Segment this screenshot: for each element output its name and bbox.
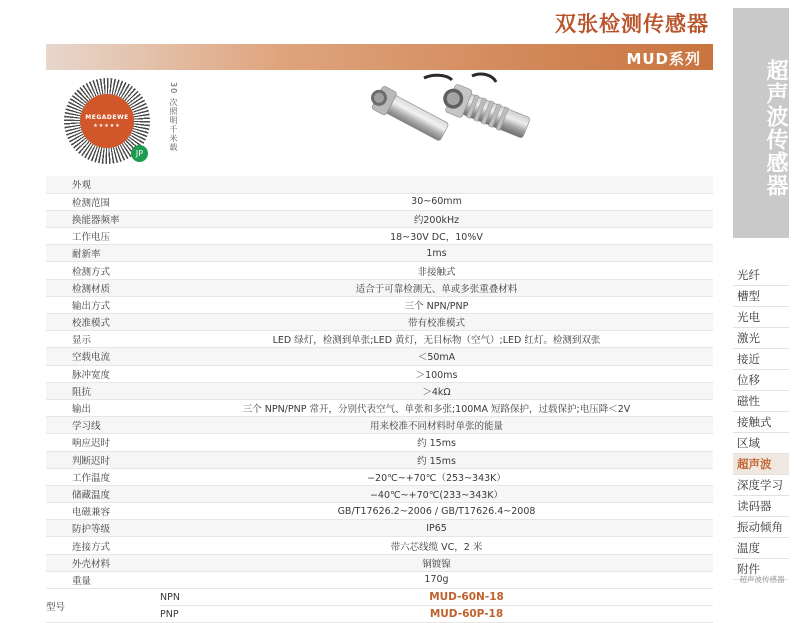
spec-value: GB/T17626.2~2006 / GB/T17626.4~2008	[160, 503, 713, 520]
spec-label: 输出	[46, 399, 160, 416]
spec-value	[160, 176, 713, 193]
spec-value: 三个 NPN/PNP 常开，分别代表空气、单张和多张;100MA 短路保护，过载保护;电压降＜2V	[160, 399, 713, 416]
spec-label: 检测材质	[46, 279, 160, 296]
spec-label: 响应迟时	[46, 434, 160, 451]
spec-label: 校准模式	[46, 314, 160, 331]
sidebar-item-11[interactable]: 读码器	[733, 496, 789, 517]
spec-value: −20℃~+70℃（253~343K）	[160, 468, 713, 485]
table-row	[46, 537, 713, 554]
model-row	[46, 589, 713, 606]
table-row	[46, 193, 713, 210]
badge-brand: MEGADEWE	[85, 113, 129, 121]
spec-value: 170g	[160, 571, 713, 588]
spec-label: 耐新率	[46, 245, 160, 262]
sidebar-item-13[interactable]: 温度	[733, 538, 789, 559]
table-row	[46, 314, 713, 331]
sidebar-item-10[interactable]: 深度学习	[733, 475, 789, 496]
sidebar-title: 超声波传感器	[733, 8, 789, 238]
spec-label: 防护等级	[46, 520, 160, 537]
spec-value: 30~60mm	[160, 193, 713, 210]
spec-value: 约 15ms	[160, 434, 713, 451]
spec-value: LED 绿灯，检测到单张;LED 黄灯，无目标物（空气）;LED 红灯。检测到双张	[160, 331, 713, 348]
spec-label: 电磁兼容	[46, 503, 160, 520]
sidebar-item-1[interactable]: 槽型	[733, 286, 789, 307]
sidebar-item-0[interactable]: 光纤	[733, 265, 789, 286]
table-row	[46, 468, 713, 485]
specifications-table	[46, 176, 713, 623]
sidebar	[727, 0, 795, 591]
spec-label: 外壳材料	[46, 554, 160, 571]
table-row	[46, 571, 713, 588]
model-type: NPN	[160, 589, 220, 606]
spec-value: 三个 NPN/PNP	[160, 296, 713, 313]
sidebar-item-9[interactable]: 超声波	[733, 454, 789, 475]
table-row	[46, 245, 713, 262]
table-row	[46, 451, 713, 468]
sidebar-item-3[interactable]: 激光	[733, 328, 789, 349]
sidebar-item-5[interactable]: 位移	[733, 370, 789, 391]
spec-value: 铜镀镍	[160, 554, 713, 571]
table-row	[46, 262, 713, 279]
spec-label: 外观	[46, 176, 160, 193]
spec-value: 适合于可靠检测无、单或多张重叠材料	[160, 279, 713, 296]
spec-rows	[46, 176, 713, 623]
award-badge	[64, 78, 150, 164]
series-banner	[46, 44, 713, 70]
spec-value: 带有校准模式	[160, 314, 713, 331]
spec-label: 脉冲宽度	[46, 365, 160, 382]
spec-value: −40℃~+70℃(233~343K）	[160, 485, 713, 502]
spec-value: 18~30V DC，10%V	[160, 228, 713, 245]
table-row	[46, 417, 713, 434]
spec-label: 检测方式	[46, 262, 160, 279]
spec-value: 约 15ms	[160, 451, 713, 468]
spec-value: 1ms	[160, 245, 713, 262]
spec-label: 储藏温度	[46, 485, 160, 502]
spec-label: 阻抗	[46, 382, 160, 399]
sidebar-item-12[interactable]: 振动倾角	[733, 517, 789, 538]
spec-label: 判断迟时	[46, 451, 160, 468]
spec-label: 工作电压	[46, 228, 160, 245]
spec-value: ＞4kΩ	[160, 382, 713, 399]
table-row	[46, 228, 713, 245]
table-row	[46, 382, 713, 399]
badge-inner	[80, 94, 134, 148]
table-row	[46, 331, 713, 348]
spec-value: ＞100ms	[160, 365, 713, 382]
sidebar-item-4[interactable]: 接近	[733, 349, 789, 370]
table-row	[46, 434, 713, 451]
table-row	[46, 554, 713, 571]
spec-value: 用来校准不同材料时单张的能量	[160, 417, 713, 434]
product-photo	[346, 72, 566, 170]
sidebar-item-14[interactable]: 附件	[733, 559, 789, 580]
table-row	[46, 176, 713, 193]
spec-label: 检测范围	[46, 193, 160, 210]
spec-label: 学习线	[46, 417, 160, 434]
badge-stars: ★★★★★	[93, 122, 121, 129]
spec-label: 重量	[46, 571, 160, 588]
sidebar-footer: 超声波传感器	[739, 575, 785, 584]
sidebar-item-8[interactable]: 区域	[733, 433, 789, 454]
sidebar-nav	[733, 265, 789, 580]
spec-value: ＜50mA	[160, 348, 713, 365]
table-row	[46, 296, 713, 313]
table-row	[46, 348, 713, 365]
spec-value: 带六芯线缆 VC，2 米	[160, 537, 713, 554]
spec-label: 工作温度	[46, 468, 160, 485]
spec-label: 显示	[46, 331, 160, 348]
model-type: PNP	[160, 606, 220, 623]
model-number: MUD-60P-18	[220, 606, 713, 623]
model-number: MUD-60N-18	[220, 589, 713, 606]
table-row	[46, 210, 713, 227]
table-row	[46, 485, 713, 502]
model-label: 型号	[46, 589, 160, 623]
spec-label: 换能器频率	[46, 210, 160, 227]
page-title: 双张检测传感器	[555, 12, 709, 36]
spec-label: 输出方式	[46, 296, 160, 313]
product-hero	[46, 70, 713, 170]
sidebar-item-7[interactable]: 接触式	[733, 412, 789, 433]
table-row	[46, 399, 713, 416]
table-row	[46, 520, 713, 537]
sidebar-item-6[interactable]: 磁性	[733, 391, 789, 412]
spec-label: 空载电流	[46, 348, 160, 365]
spec-label: 连接方式	[46, 537, 160, 554]
spec-value: 约200kHz	[160, 210, 713, 227]
hero-vertical-note: 30 次照明千米载	[169, 82, 178, 152]
table-row	[46, 279, 713, 296]
series-label: MUD系列	[626, 50, 701, 68]
spec-value: IP65	[160, 520, 713, 537]
spec-value: 非接触式	[160, 262, 713, 279]
table-row	[46, 365, 713, 382]
origin-badge: JP	[131, 145, 148, 162]
sidebar-item-2[interactable]: 光电	[733, 307, 789, 328]
table-row	[46, 503, 713, 520]
